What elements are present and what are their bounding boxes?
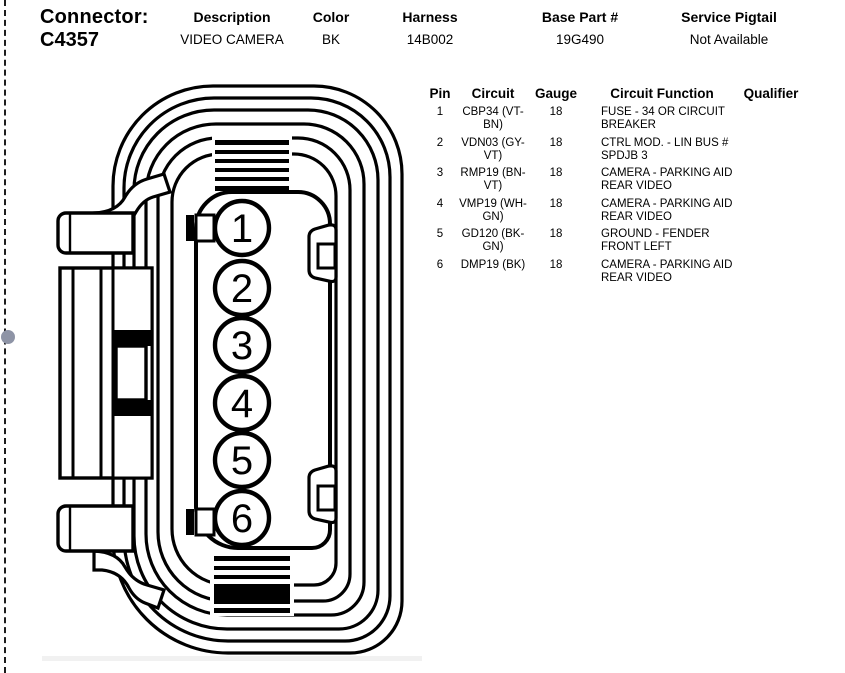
cell-pin: 1 [436,106,444,118]
pin-number-4: 4 [230,382,254,426]
cell-function: FUSE - 34 OR CIRCUIT BREAKER [601,106,725,131]
keyway-top [186,215,214,241]
field-label: Service Pigtail [681,9,777,25]
col-header-circuit: Circuit [471,86,515,101]
cell-gauge: 18 [549,167,563,179]
field-label: Base Part # [541,9,619,25]
cell-circuit: VMP19 (WH-GN) [459,198,527,223]
cell-pin: 3 [436,167,444,179]
header-field-service-pigtail [649,9,809,47]
field-value: BK [321,32,340,47]
cell-circuit: VDN03 (GY-VT) [461,137,525,162]
page-edge-drag-dot [1,330,15,344]
latch-clip-top [309,225,336,282]
field-label: Description [193,9,271,25]
cell-gauge: 18 [549,228,563,240]
pin-number-3: 3 [230,324,254,368]
cell-function: CAMERA - PARKING AID REAR VIDEO [601,198,733,223]
col-header-circuit-function: Circuit Function [610,86,714,101]
cell-circuit: GD120 (BK-GN) [461,228,525,253]
top-rib-ladder [212,134,292,192]
keyway-bottom [186,509,214,535]
cell-gauge: 18 [549,259,563,271]
col-header-qualifier: Qualifier [743,86,799,101]
cell-pin: 5 [436,228,444,240]
cell-gauge: 18 [549,106,563,118]
pin-number-6: 6 [230,497,254,541]
field-value: 19G490 [555,32,605,47]
left-mount-block [60,268,152,478]
cell-pin: 4 [436,198,444,210]
cell-circuit: CBP34 (VT-BN) [462,106,524,131]
cell-circuit: RMP19 (BN-VT) [460,167,526,192]
page-bottom-faint-line [42,656,422,661]
latch-clip-bottom [309,466,336,523]
cell-gauge: 18 [549,198,563,210]
pin-number-1: 1 [230,207,254,251]
header-field-harness [350,9,510,47]
cell-gauge: 18 [549,137,563,149]
cell-function: GROUND - FENDER FRONT LEFT [601,228,710,253]
col-header-pin: Pin [429,86,451,101]
field-value: VIDEO CAMERA [180,32,284,47]
pin-number-2: 2 [230,267,254,311]
col-header-gauge: Gauge [534,86,577,101]
bottom-rib-ladder [210,552,294,616]
pin-number-5: 5 [230,439,254,483]
connector-label: Connector: [40,6,149,28]
cell-function: CAMERA - PARKING AID REAR VIDEO [601,259,733,284]
field-label: Harness [402,9,458,25]
cell-function: CAMERA - PARKING AID REAR VIDEO [601,167,733,192]
cell-pin: 2 [436,137,444,149]
connector-id: C4357 [40,29,99,51]
header-field-base-part [500,9,660,47]
cell-circuit: DMP19 (BK) [460,259,526,271]
field-value: Not Available [689,32,769,47]
field-value: 14B002 [406,32,454,47]
field-label: Color [312,9,350,25]
cell-pin: 6 [436,259,444,271]
cell-function: CTRL MOD. - LIN BUS # SPDJB 3 [601,137,729,162]
